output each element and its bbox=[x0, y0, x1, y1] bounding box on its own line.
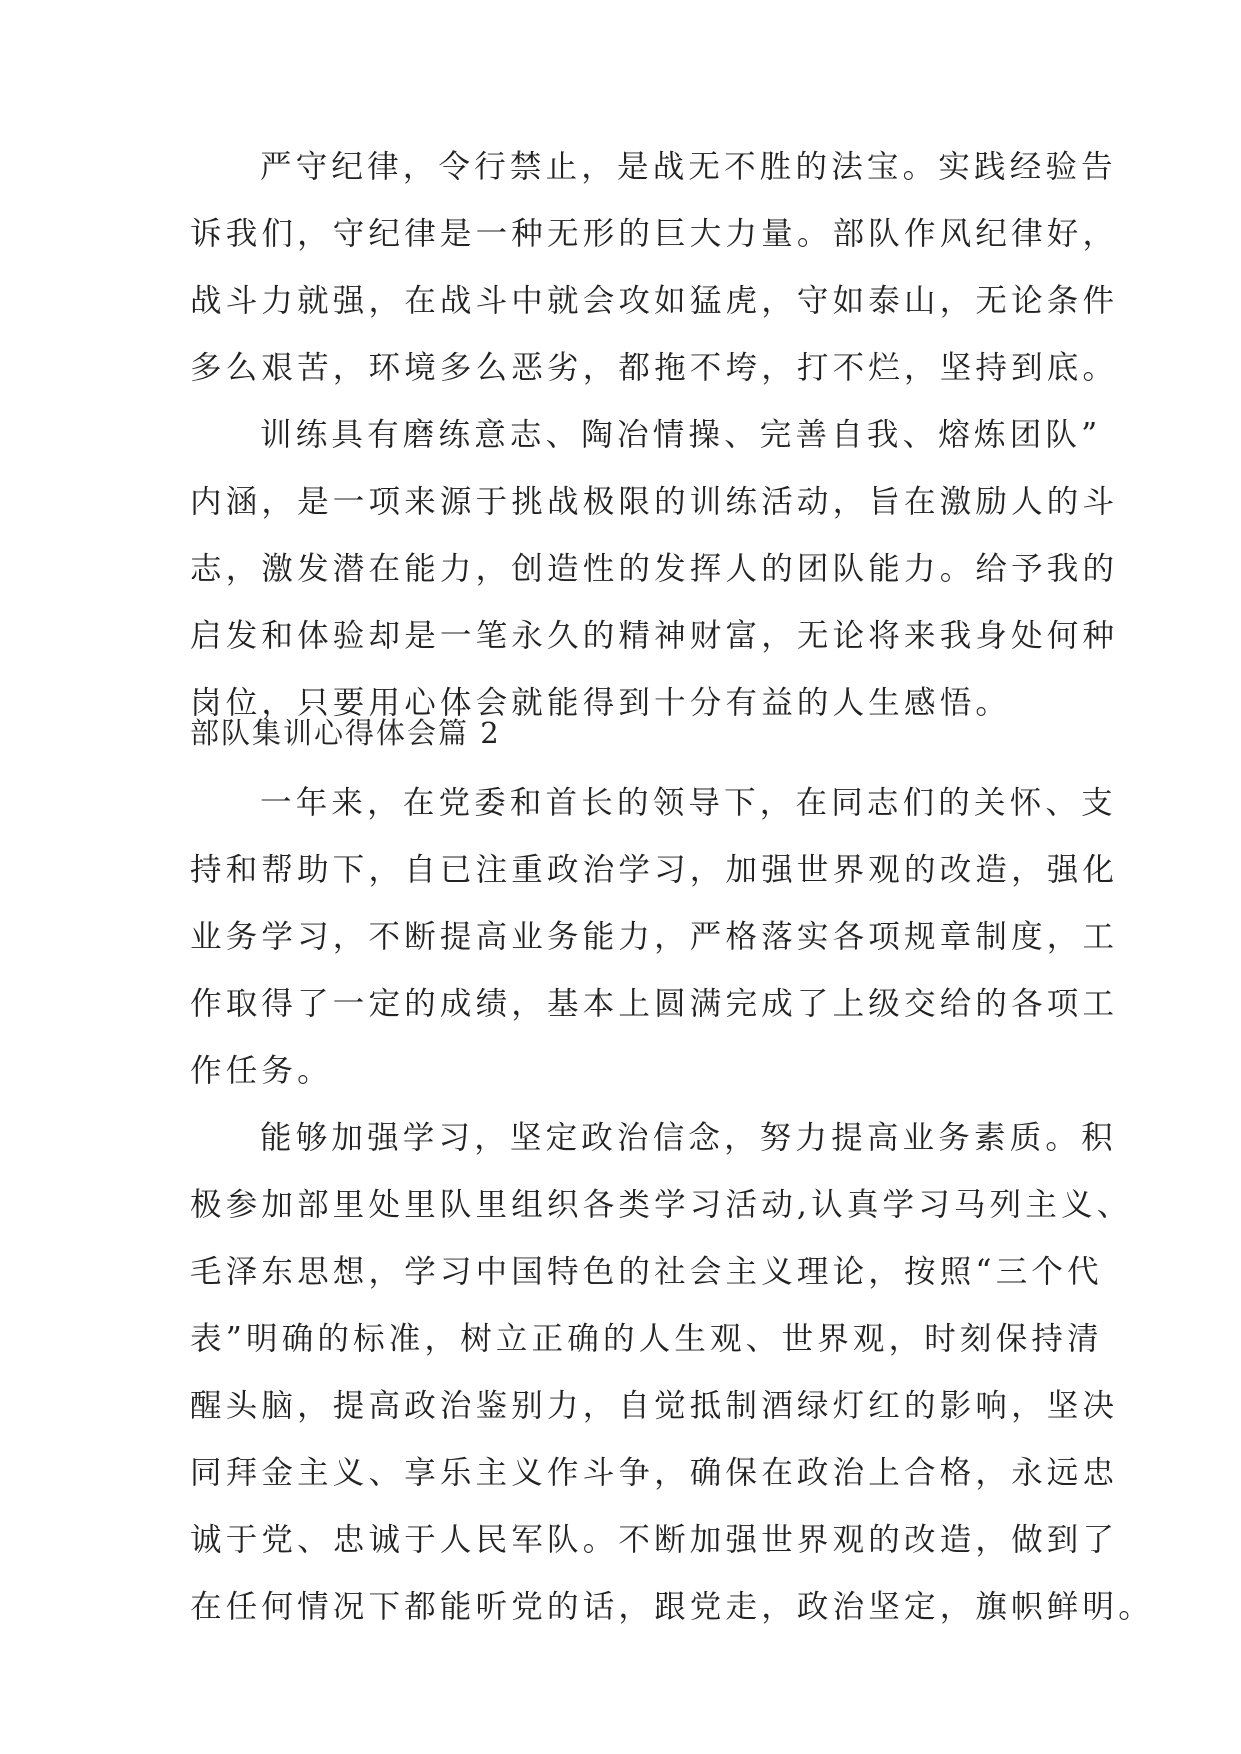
text-line: 一年来，在党委和首长的领导下，在同志们的关怀、支 bbox=[260, 785, 1117, 821]
paragraph-political-study bbox=[190, 1105, 1154, 1641]
text-line: 严守纪律，令行禁止，是战无不胜的法宝。实践经验告 bbox=[260, 149, 1117, 185]
text-line: 岗位，只要用心体会就能得到十分有益的人生感悟。 bbox=[190, 685, 1012, 721]
text-line: 作取得了一定的成绩，基本上圆满完成了上级交给的各项工 bbox=[190, 986, 1119, 1022]
section-heading: 部队集训心得体会篇 2 bbox=[190, 716, 501, 750]
text-line: 同拜金主义、享乐主义作斗争，确保在政治上合格，永远忠 bbox=[190, 1455, 1119, 1491]
paragraph-discipline bbox=[190, 134, 1119, 402]
text-line: 毛泽东思想，学习中国特色的社会主义理论，按照“三个代 bbox=[190, 1254, 1103, 1290]
text-line: 内涵，是一项来源于挑战极限的训练活动，旨在激励人的斗 bbox=[190, 484, 1119, 520]
paragraph-training bbox=[190, 402, 1119, 737]
text-line: 训练具有磨练意志、陶冶情操、完善自我、熔炼团队” bbox=[260, 417, 1102, 453]
text-line: 极参加部里处里队里组织各类学习活动,认真学习马列主义、 bbox=[190, 1187, 1133, 1223]
text-line: 持和帮助下，自已注重政治学习，加强世界观的改造，强化 bbox=[190, 852, 1119, 888]
text-line: 在任何情况下都能听党的话，跟党走，政治坚定，旗帜鲜明。 bbox=[190, 1589, 1154, 1625]
text-line: 志，激发潜在能力，创造性的发挥人的团队能力。给予我的 bbox=[190, 551, 1119, 587]
text-line: 诚于党、忠诚于人民军队。不断加强世界观的改造，做到了 bbox=[190, 1522, 1119, 1558]
text-line: 作任务。 bbox=[190, 1053, 333, 1089]
text-line: 战斗力就强，在战斗中就会攻如猛虎，守如泰山，无论条件 bbox=[190, 283, 1119, 319]
text-line: 业务学习，不断提高业务能力，严格落实各项规章制度，工 bbox=[190, 919, 1119, 955]
text-line: 醒头脑，提高政治鉴别力，自觉抵制酒绿灯红的影响，坚决 bbox=[190, 1388, 1119, 1424]
text-line: 表”明确的标准，树立正确的人生观、世界观，时刻保持清 bbox=[190, 1321, 1103, 1357]
text-line: 能够加强学习，坚定政治信念，努力提高业务素质。积 bbox=[260, 1120, 1117, 1156]
text-line: 多么艰苦，环境多么恶劣，都拖不垮，打不烂，坚持到底。 bbox=[190, 350, 1119, 386]
paragraph-year-summary bbox=[190, 770, 1119, 1105]
text-line: 诉我们，守纪律是一种无形的巨大力量。部队作风纪律好， bbox=[190, 216, 1119, 252]
text-line: 启发和体验却是一笔永久的精神财富，无论将来我身处何种 bbox=[190, 618, 1119, 654]
